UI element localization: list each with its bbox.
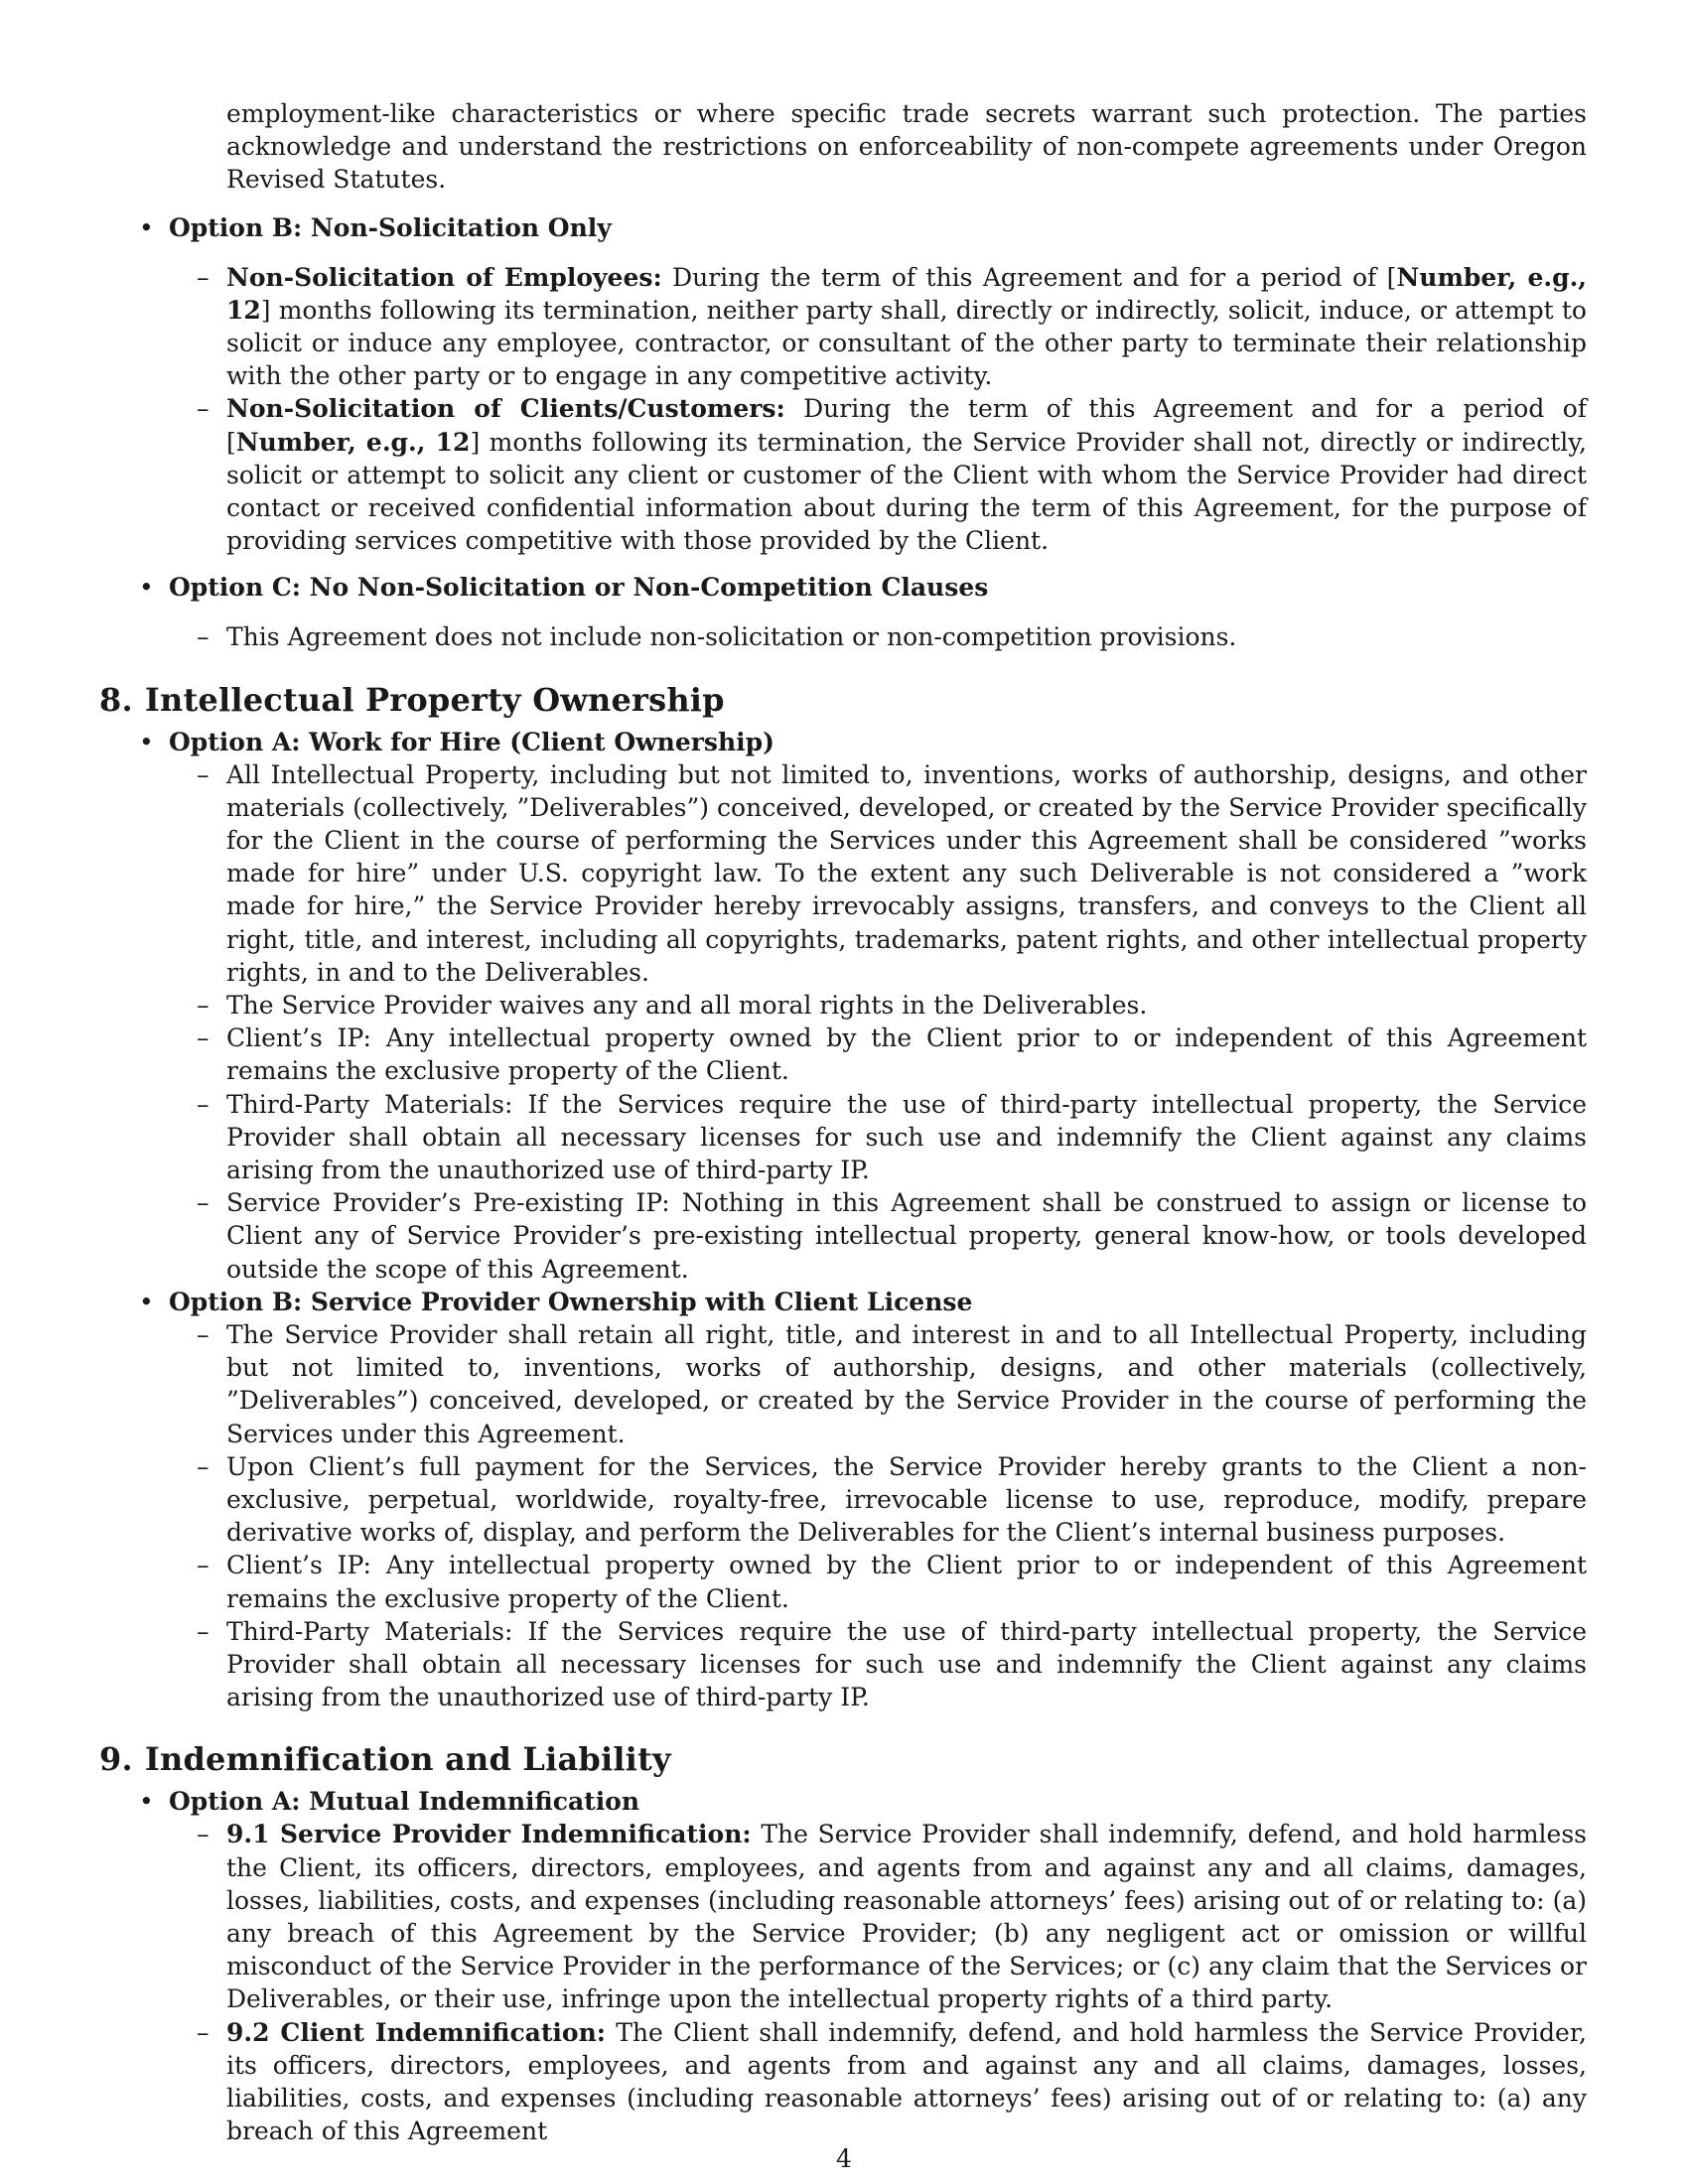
- list-item: – Client’s IP: Any intellectual property owned by the Client prior to or independent of this Agreement remains the exclusive property of the Client.: [197, 1024, 1587, 1086]
- dash-glyph: –: [197, 1024, 210, 1053]
- list-item: – All Intellectual Property, including but not limited to, inventions, works of authorship, designs, and other materials (collectively, ”Deliverables”) conceived, developed, or created by the Service Provider specifically for the Client in the course of performing the Services under this Agreement shall be considered ”works made for hire” under U.S. copyright law. To the extent any such Deliverable is not considered a ”work made for hire,” the Service Provider hereby irrevocably assigns, transfers, and conveys to the Client all right, title, and interest, including all copyrights, trademarks, patent rights, and other intellectual property rights, in and to the Deliverables.: [197, 759, 1587, 987]
- section-8-heading: 8. Intellectual Property Ownership: [99, 680, 725, 719]
- employees-label: Non-Solicitation of Employees:: [226, 262, 662, 292]
- dash-glyph: –: [197, 1451, 210, 1481]
- client-indemnification-label: 9.2 Client Indemnification:: [226, 2017, 607, 2047]
- section-8-option-b-heading: • Option B: Service Provider Ownership with Client License: [139, 1287, 973, 1316]
- list-item: – Third-Party Materials: If the Services require the use of third-party intellectual property, the Service Provider shall obtain all necessary licenses for such use and indemnify the Client against any claims arising from the unauthorized use of third-party IP.: [197, 1616, 1587, 1712]
- bullet-glyph: •: [139, 1787, 154, 1817]
- dash-glyph: –: [197, 1616, 210, 1646]
- service-provider-indemnification-item: – 9.1 Service Provider Indemnification: The Service Provider shall indemnify, defend, and hold harmless the Client, its officers, directors, employees, and agents from and against any and all claims, damages, losses, liabilities, costs, and expenses (including reasonable attorneys’ fees) arising out of or relating to: (a) any breach of this Agreement by the Service Provider; (b) any negligent act or omission or willful misconduct of the Service Provider in the performance of the Services; or (c) any claim that the Services or Deliverables, or their use, infringe upon the intellectual property rights of a third party.: [197, 1820, 1587, 2014]
- bullet-glyph: •: [139, 573, 154, 603]
- sp-indemnification-label: 9.1 Service Provider Indemnification:: [226, 1820, 752, 1849]
- dash-glyph: –: [197, 991, 210, 1021]
- bullet-glyph: •: [139, 212, 154, 242]
- dash-glyph: –: [197, 394, 210, 424]
- list-item: – The Service Provider shall retain all right, title, and interest in and to all Intellectual Property, including but not limited to, inventions, works of authorship, designs, and other materials (collectively, ”Deliverables”) conceived, developed, or created by the Service Provider in the course of performing the Services under this Agreement.: [197, 1319, 1587, 1448]
- dash-glyph: –: [197, 1820, 210, 1849]
- section-9-heading: 9. Indemnification and Liability: [99, 1740, 671, 1779]
- dash-glyph: –: [197, 759, 210, 789]
- non-solicitation-employees-item: – Non-Solicitation of Employees: During the term of this Agreement and for a period of [Number, e.g., 12] months following its termination, neither party shall, directly or indirectly, solicit, induce, or attempt to solicit or induce any employee, contractor, or consultant of the other party to terminate their relationship with the other party or to engage in any competitive activity.: [197, 262, 1587, 391]
- option-c-item: – This Agreement does not include non-solicitation or non-competition provisions.: [226, 620, 1587, 653]
- clients-placeholder: Number, e.g., 12: [235, 427, 471, 457]
- list-item: – Service Provider’s Pre-existing IP: Nothing in this Agreement shall be construed to assign or license to Client any of Service Provider’s pre-existing intellectual property, general know-how, or tools developed outside the scope of this Agreement.: [197, 1188, 1587, 1284]
- client-indemnification-item: – 9.2 Client Indemnification: The Client shall indemnify, defend, and hold harmless the Service Provider, its officers, directors, employees, and agents from and against any and all claims, damages, losses, liabilities, costs, and expenses (including reasonable attorneys’ fees) arising out of or relating to: (a) any breach of this Agreement: [197, 2017, 1588, 2146]
- clients-label: Non-Solicitation of Clients/Customers:: [226, 394, 785, 424]
- non-solicitation-clients-item: – Non-Solicitation of Clients/Customers: During the term of this Agreement and for a period of [Number, e.g., 12] months following its termination, the Service Provider shall not, directly or indirectly, solicit or attempt to solicit any client or customer of the Client with whom the Service Provider had direct contact or received confidential information about during the term of this Agreement, for the purpose of providing services competitive with those provided by the Client.: [197, 394, 1587, 556]
- list-item: – Third-Party Materials: If the Services require the use of third-party intellectual property, the Service Provider shall obtain all necessary licenses for such use and indemnify the Client against any claims arising from the unauthorized use of third-party IP.: [197, 1089, 1587, 1185]
- continuation-paragraph: employment-like characteristics or where specific trade secrets warrant such protection. The parties acknowledge and understand the restrictions on enforceability of non-compete agreements under Oregon Revised Statutes.: [226, 99, 1587, 195]
- section-9-option-a-heading: • Option A: Mutual Indemnification: [139, 1787, 640, 1817]
- section-8-option-a-heading: • Option A: Work for Hire (Client Ownership): [139, 727, 774, 756]
- bullet-glyph: •: [139, 1287, 154, 1316]
- bullet-glyph: •: [139, 727, 154, 756]
- employees-placeholder: Number, e.g., 12: [226, 262, 1587, 325]
- option-c-heading: • Option C: No Non-Solicitation or Non-Competition Clauses: [139, 573, 989, 603]
- dash-glyph: –: [197, 2017, 210, 2047]
- list-item: – Upon Client’s full payment for the Services, the Service Provider hereby grants to the Client a non-exclusive, perpetual, worldwide, royalty-free, irrevocable license to use, reproduce, modify, prepare derivative works of, display, and perform the Deliverables for the Client’s internal business purposes.: [197, 1451, 1587, 1548]
- list-item: – The Service Provider waives any and all moral rights in the Deliverables.: [226, 989, 1587, 1022]
- page-number: 4: [836, 2144, 852, 2173]
- dash-glyph: –: [197, 262, 210, 292]
- list-item: – Client’s IP: Any intellectual property owned by the Client prior to or independent of this Agreement remains the exclusive property of the Client.: [197, 1551, 1587, 1613]
- dash-glyph: –: [197, 1319, 210, 1349]
- dash-glyph: –: [197, 622, 210, 652]
- option-b-non-solicitation-heading: • Option B: Non-Solicitation Only: [139, 212, 612, 242]
- dash-glyph: –: [197, 1188, 210, 1218]
- dash-glyph: –: [197, 1551, 210, 1580]
- dash-glyph: –: [197, 1089, 210, 1119]
